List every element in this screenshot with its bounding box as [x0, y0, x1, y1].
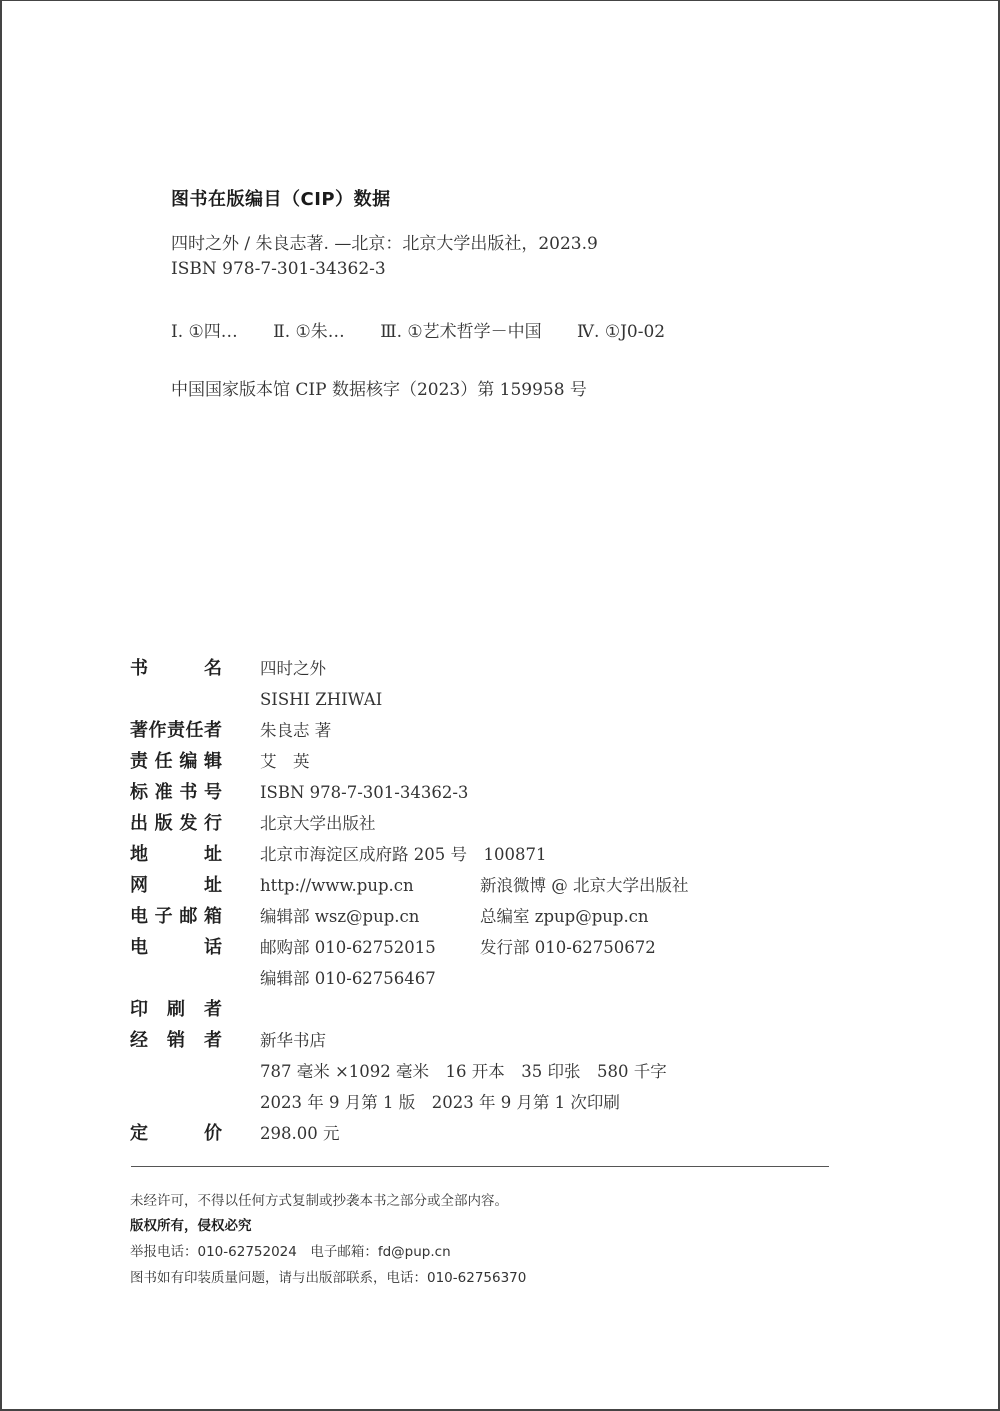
value-email-editorial: 编辑部 wsz@pup.cn — [260, 907, 420, 926]
value-website: http://www.pup.cn — [260, 876, 414, 895]
label-address: 地址 — [130, 844, 222, 865]
cip-class-1: Ⅰ. ①四… — [171, 322, 238, 342]
note-quality: 图书如有印装质量问题，请与出版部联系，电话：010-62756370 — [130, 1270, 527, 1286]
label-email: 电子邮箱 — [130, 906, 222, 927]
cip-classification — [171, 317, 665, 342]
value-address: 北京市海淀区成府路 205 号 100871 — [260, 845, 547, 864]
value-distributor: 新华书店 — [260, 1031, 326, 1050]
value-title-pinyin: SISHI ZHIWAI — [260, 690, 383, 709]
value-weibo: 新浪微博 @ 北京大学出版社 — [480, 876, 689, 895]
label-title: 书名 — [130, 658, 222, 679]
value-publisher: 北京大学出版社 — [260, 814, 376, 833]
cip-title: 图书在版编目（CIP）数据 — [171, 189, 391, 210]
cip-class-3: Ⅲ. ①艺术哲学－中国 — [380, 322, 542, 342]
label-distributor: 经销者 — [130, 1030, 222, 1051]
label-price: 定价 — [130, 1123, 222, 1144]
value-price: 298.00 元 — [260, 1124, 340, 1143]
cip-class-2: Ⅱ. ①朱… — [273, 322, 345, 342]
note-report: 举报电话：010-62752024 电子邮箱：fd@pup.cn — [130, 1244, 451, 1260]
cip-class-4: Ⅳ. ①J0-02 — [577, 322, 666, 342]
value-title: 四时之外 — [260, 659, 326, 678]
value-email-chief: 总编室 zpup@pup.cn — [480, 907, 649, 926]
label-editor: 责任编辑 — [130, 751, 222, 772]
value-editor: 艾 英 — [260, 752, 310, 771]
value-author: 朱良志 著 — [260, 721, 332, 740]
divider-line — [131, 1166, 829, 1167]
label-phone: 电话 — [130, 937, 222, 958]
cip-block — [171, 186, 666, 400]
label-publisher: 出版发行 — [130, 813, 222, 834]
value-isbn: ISBN 978-7-301-34362-3 — [260, 783, 469, 802]
value-phone-mail-order: 邮购部 010-62752015 — [260, 938, 436, 957]
cip-isbn: ISBN 978-7-301-34362-3 — [171, 259, 386, 279]
cip-verification: 中国国家版本馆 CIP 数据核字（2023）第 159958 号 — [171, 380, 587, 400]
cip-bibliographic: 四时之外 / 朱良志著. —北京：北京大学出版社，2023.9 — [171, 234, 598, 254]
note-rights: 版权所有，侵权必究 — [130, 1218, 252, 1234]
label-isbn: 标准书号 — [130, 782, 222, 803]
value-phone-distribution: 发行部 010-62750672 — [480, 938, 656, 957]
label-author: 著作责任者 — [130, 720, 222, 741]
label-printer: 印刷者 — [130, 999, 222, 1020]
label-website: 网址 — [130, 875, 222, 896]
note-no-copy: 未经许可，不得以任何方式复制或抄袭本书之部分或全部内容。 — [130, 1193, 508, 1209]
value-phone-editorial: 编辑部 010-62756467 — [260, 969, 436, 988]
value-format: 787 毫米 ×1092 毫米 16 开本 35 印张 580 千字 — [260, 1062, 667, 1081]
value-edition: 2023 年 9 月第 1 版 2023 年 9 月第 1 次印刷 — [260, 1093, 620, 1112]
